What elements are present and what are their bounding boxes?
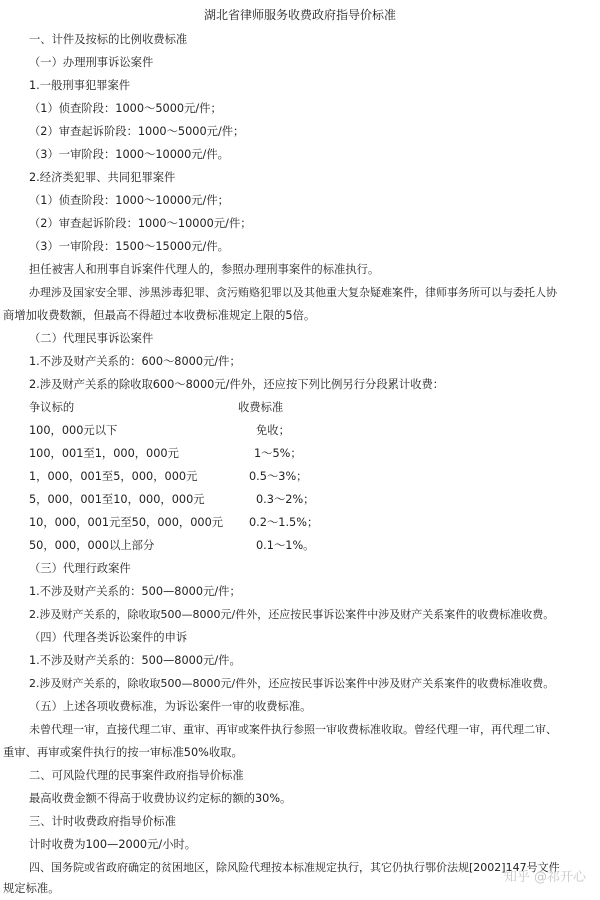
admin-item-1: 1.不涉及财产关系的：500—8000元/件；: [29, 585, 241, 598]
victim-agent-note: 担任被害人和刑事自诉案件代理人的，参照办理刑事案件的标准执行。: [29, 263, 380, 276]
fee-table-rate: 0.2～1.5%；: [249, 516, 319, 529]
appeal-item-2: 2.涉及财产关系的，除收取500—8000元/件外，还应按民事诉讼案件中涉及财产关系案件的收费标准收费。: [29, 677, 555, 690]
fee-table-range: 100，000元以下: [29, 424, 118, 437]
document-title: 湖北省律师服务收费政府指导价标准: [203, 8, 396, 22]
section-2-text: 最高收费金额不得高于收费协议约定标的额的30%。: [29, 792, 292, 805]
admin-heading: （三）代理行政案件: [29, 562, 131, 575]
zhihu-watermark: 知乎 @祁开心: [503, 870, 586, 885]
first-instance-note-heading: （五）上述各项收费标准，为诉讼案件一审的收费标准。: [29, 700, 312, 713]
first-instance-note-line-2: 重审、再审或案件执行的按一审标准50%收取。: [3, 746, 243, 759]
section-3-heading: 三、计时收费政府指导价标准: [29, 815, 176, 828]
fee-table-range: 50，000，000以上部分: [29, 539, 155, 552]
section-3-text: 计时收费为100—2000元/小时。: [29, 838, 197, 851]
civil-item-1: 1.不涉及财产关系的：600～8000元/件；: [29, 355, 241, 368]
fee-table-range: 5，000，001至10，000，000元: [29, 493, 205, 506]
economic-crime-heading: 2.经济类犯罪、共同犯罪案件: [29, 171, 176, 184]
fee-table-rate: 免收；: [256, 424, 290, 437]
complex-case-note-line-2: 商增加收费数额，但最高不得超过本收费标准规定上限的5倍。: [3, 309, 316, 322]
ordinary-item-2: （2）审查起诉阶段：1000～5000元/件；: [29, 125, 245, 138]
criminal-heading: （一）办理刑事诉讼案件: [29, 56, 154, 69]
fee-table-rate: 0.5～3%；: [249, 470, 308, 483]
economic-item-1: （1）侦查阶段：1000～10000元/件；: [29, 194, 229, 207]
fee-table-rate: 0.1～1%。: [256, 539, 315, 552]
appeal-heading: （四）代理各类诉讼案件的申诉: [29, 631, 188, 644]
section-4-line-1: 四、国务院或省政府确定的贫困地区，除风险代理按本标准规定执行，其它仍执行鄂价法规[2002]147号文件: [29, 861, 560, 874]
fee-table-range: 1，000，001至5，000，000元: [29, 470, 198, 483]
civil-heading: （二）代理民事诉讼案件: [29, 332, 154, 345]
section-4-line-2: 规定标准。: [3, 882, 60, 895]
fee-table-range: 10，000，001元至50，000，000元: [29, 516, 224, 529]
civil-item-2: 2.涉及财产关系的除收取600～8000元/件外，还应按下列比例另行分段累计收费：: [29, 378, 445, 391]
ordinary-item-1: （1）侦查阶段：1000～5000元/件；: [29, 102, 222, 115]
complex-case-note-line-1: 办理涉及国家安全罪、涉黑涉毒犯罪、贪污贿赂犯罪以及其他重大复杂疑难案件，律师事务所可以与委托人协: [29, 286, 557, 299]
economic-item-2: （2）审查起诉阶段：1000～10000元/件；: [29, 217, 252, 230]
admin-item-2: 2.涉及财产关系的，除收取500—8000元/件外，还应按民事诉讼案件中涉及财产关系案件的收费标准收费。: [29, 608, 555, 621]
fee-table-range: 100，001至1，000，000元: [29, 447, 179, 460]
section-2-heading: 二、可风险代理的民事案件政府指导价标准: [29, 769, 244, 782]
fee-table-col-disputed-amount: 争议标的: [29, 401, 75, 414]
ordinary-crime-heading: 1.一般刑事犯罪案件: [29, 79, 131, 92]
appeal-item-1: 1.不涉及财产关系的：500—8000元/件。: [29, 654, 241, 667]
fee-table-col-fee-standard: 收费标准: [238, 401, 284, 414]
ordinary-item-3: （3）一审阶段：1000～10000元/件。: [29, 148, 229, 161]
economic-item-3: （3）一审阶段：1500～15000元/件。: [29, 240, 229, 253]
fee-table-rate: 1～5%；: [254, 447, 302, 460]
fee-table-rate: 0.3～2%；: [256, 493, 315, 506]
first-instance-note-line-1: 未曾代理一审，直接代理二审、重审、再审或案件执行参照一审收费标准收取。曾经代理一审，再代理二审、: [29, 723, 557, 736]
section-1-heading: 一、计件及按标的比例收费标准: [29, 33, 188, 46]
